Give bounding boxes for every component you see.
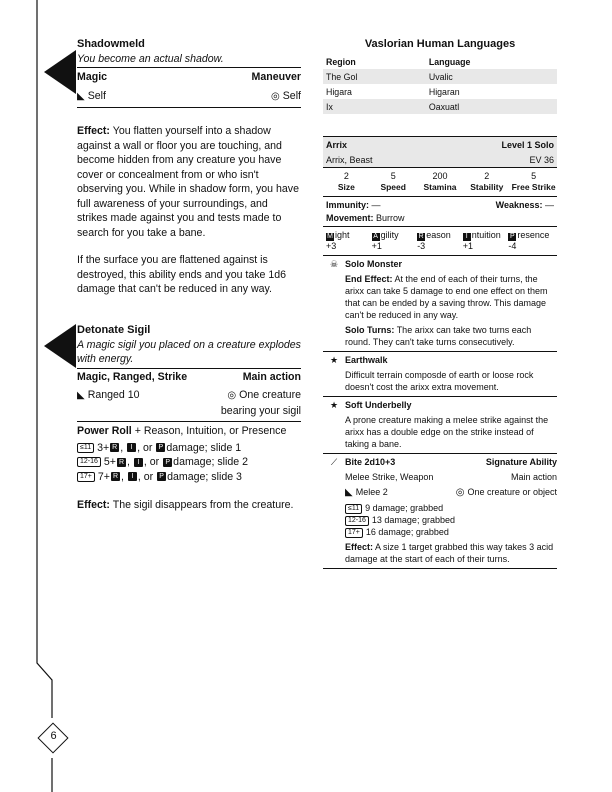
- ability-title: Shadowmeld: [77, 38, 145, 50]
- immunity-label: Immunity:: [326, 200, 370, 210]
- effect-text: You flatten yourself into a shadow against a wall or floor you are touching, and become hidden from any creature you have cover or concealment from or who isn't observing you. While in shadow form, you have full awareness of your surroundings, and strikes made against you and tests made to search for you take a bane.: [77, 125, 299, 239]
- section-marker-triangle: [44, 324, 76, 368]
- stat-size: 2 Size: [337, 171, 355, 192]
- monster-name: Arrix: [326, 140, 348, 150]
- ability-type: Main action: [242, 370, 301, 383]
- ability-flavor: You become an actual shadow.: [77, 52, 301, 69]
- table-row: Ix Oaxuatl: [323, 99, 557, 114]
- characteristic-reason: R eason -3: [417, 230, 451, 251]
- page-margin-line: [0, 0, 80, 792]
- distance-icon: ◣: [77, 90, 85, 102]
- star-icon: ★: [329, 355, 339, 365]
- ability-keywords: Magic: [77, 71, 108, 83]
- tier-row: ≤11 9 damage; grabbed: [345, 502, 557, 514]
- table-row: The Gol Uvalic: [323, 69, 557, 84]
- feature-title: Solo Monster: [345, 259, 403, 269]
- table-header: Region: [326, 56, 356, 67]
- ability-flavor: A magic sigil you placed on a creature explodes with energy.: [77, 338, 301, 369]
- languages-table: [323, 54, 557, 114]
- distance-icon: ◣: [345, 487, 353, 498]
- monster-ev: EV 36: [529, 155, 554, 165]
- target-icon: ◎: [455, 487, 465, 498]
- page-number: 6: [50, 730, 57, 742]
- reason-key-icon: R: [118, 458, 125, 466]
- monster-characteristics: [323, 227, 557, 256]
- effect-label: Effect:: [77, 125, 110, 137]
- effect-label: Effect:: [77, 499, 110, 511]
- ability-distance: Self: [87, 89, 106, 102]
- weakness-value: —: [545, 200, 554, 210]
- ability-detonate-sigil: [77, 323, 301, 513]
- immunity-value: —: [371, 200, 381, 210]
- presence-key-icon: P: [156, 443, 165, 452]
- distance-icon: ◣: [77, 390, 85, 401]
- monster-stats: [323, 168, 557, 197]
- characteristic-intuition: I ntuition +1: [462, 230, 501, 251]
- ability-keywords: Melee Strike, Weapon: [345, 472, 434, 482]
- ability-type: Main action: [510, 472, 557, 482]
- intuition-key-icon: I: [134, 458, 143, 467]
- monster-level: Level 1 Solo: [501, 140, 554, 150]
- ability-target: One creature or object: [467, 487, 557, 497]
- effect-text-2: If the surface you are flattened against is destroyed, this ability ends and you take 1d6 damage that can't be reduced in any way.: [77, 254, 287, 295]
- power-roll-label: Power Roll: [77, 425, 132, 437]
- power-roll-text: + Reason, Intuition, or Presence: [134, 425, 287, 437]
- ability-target: Self: [282, 89, 301, 102]
- stat-speed: 5 Speed: [380, 171, 406, 192]
- stat-free-strike: 5 Free Strike: [511, 171, 556, 192]
- tier-badge: ≤11: [77, 443, 94, 453]
- ability-type: Maneuver: [251, 71, 301, 83]
- ability-target: One creature bearing your sigil: [220, 389, 301, 417]
- weakness-label: Weakness:: [495, 200, 543, 210]
- intuition-key-icon: I: [128, 472, 137, 481]
- tier-row: ≤11 3+ R , I , or P damage; slide 1: [77, 441, 301, 456]
- movement-value: Burrow: [376, 213, 405, 223]
- presence-key-icon: P: [163, 458, 172, 467]
- characteristic-presence: P resence -4: [508, 230, 550, 251]
- target-icon: ◎: [271, 90, 280, 102]
- monster-stat-block: [323, 136, 557, 569]
- intuition-key-icon: I: [127, 443, 136, 452]
- sword-icon: ⟋: [330, 457, 338, 467]
- ability-bite: ⟋ Bite 2d10+3 Signature Ability Melee Strike, Weapon Main action ◣ Melee 2 ◎ One creature or object ≤11 9 damage; grabbed 12-16 13 damage; grabbed 17+ 16 damage; grabbed Effect: A size 1 target grabbed this way takes 3 acid damage at the start of each of their turns.: [323, 454, 557, 569]
- table-header: Language: [428, 56, 471, 67]
- ability-title: Bite 2d10+3: [345, 457, 396, 467]
- stat-stability: 2 Stability: [470, 171, 504, 192]
- monster-keywords: Arrix, Beast: [326, 155, 373, 165]
- characteristic-might: M ight +3: [326, 230, 350, 251]
- feature-earthwalk: ★ Earthwalk Difficult terrain composde of earth or loose rock doesn't cost the arixx extra movement.: [323, 352, 557, 397]
- star-icon: ★: [329, 400, 339, 410]
- effect-text: The sigil disappears from the creature.: [112, 499, 294, 511]
- feature-soft-underbelly: ★ Soft Underbelly A prone creature making a melee strike against the arixx has a double edge on the strike instead of taking a bane.: [323, 397, 557, 454]
- ability-shadowmeld: [77, 37, 301, 297]
- movement-label: Movement:: [326, 213, 374, 223]
- ability-distance: Melee 2: [355, 487, 388, 497]
- tier-badge: 17+: [77, 472, 95, 482]
- skull-icon: ☠: [329, 259, 339, 269]
- right-column: [323, 38, 557, 569]
- ability-distance: Ranged 10: [87, 389, 140, 401]
- table-row: Higara Higaran: [326, 86, 460, 97]
- languages-table-title: Vaslorian Human Languages: [364, 38, 516, 50]
- ability-keywords: Magic, Ranged, Strike: [77, 370, 188, 383]
- feature-solo-monster: ☠ Solo Monster End Effect: At the end of each of their turns, the arixx can take 5 damage to end one effect on them that can be ended by a saving throw. This damage can't be reduced in any way. Solo Turns: The arixx can take two turns each round. They can't take turns consecutively.: [323, 256, 557, 352]
- target-icon: ◎: [227, 390, 237, 401]
- feature-title: Earthwalk: [345, 355, 388, 365]
- tier-badge: 12-16: [77, 457, 101, 467]
- tier-row: 17+ 7+ R , I , or P damage; slide 3: [77, 470, 301, 485]
- reason-key-icon: R: [112, 444, 118, 452]
- tier-row: 17+ 16 damage; grabbed: [345, 526, 557, 538]
- tier-row: 12-16 5+ R , I , or P damage; slide 2: [77, 455, 301, 470]
- ability-tag: Signature Ability: [485, 457, 557, 467]
- stat-stamina: 200 Stamina: [423, 171, 457, 192]
- presence-key-icon: P: [157, 472, 166, 481]
- feature-title: Soft Underbelly: [345, 400, 412, 410]
- tier-row: 12-16 13 damage; grabbed: [345, 514, 557, 526]
- ability-title: Detonate Sigil: [77, 324, 151, 336]
- power-roll-tiers: [77, 441, 301, 485]
- characteristic-agility: A gility +1: [371, 230, 399, 251]
- section-marker-triangle: [44, 50, 76, 94]
- reason-key-icon: R: [112, 473, 118, 481]
